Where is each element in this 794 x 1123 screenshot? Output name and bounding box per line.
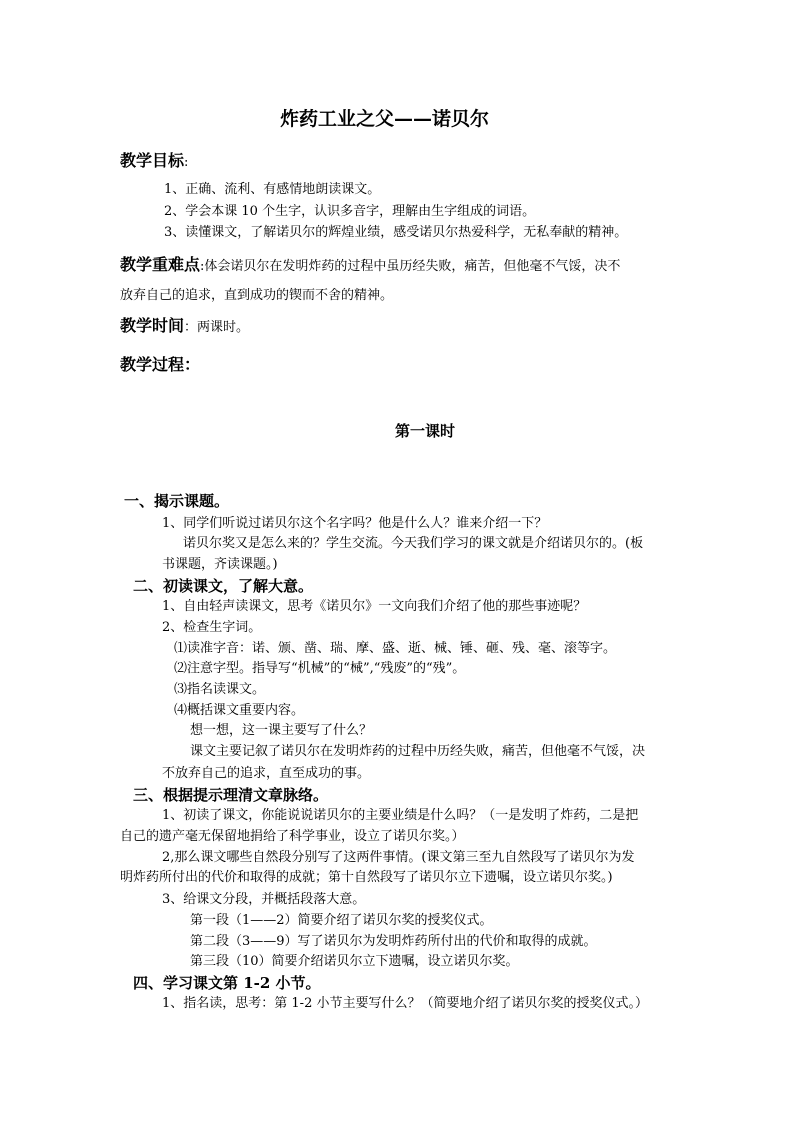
section-1-line-3: 书课题，齐读课题。) <box>162 557 278 572</box>
section-1-line-2: 诺贝尔奖又是怎么来的？学生交流。今天我们学习的课文就是介绍诺贝尔的。(板 <box>183 536 644 551</box>
section-2-line-8: 课文主要记叙了诺贝尔在发明炸药的过程中历经失败，痛苦，但他毫不气馁，决 <box>190 744 646 759</box>
difficulty-colon: : <box>200 259 205 274</box>
section-1-heading: 一、揭示课题。 <box>124 492 230 510</box>
section-2-line-3: ⑴读准字音：诺、颁、凿、瑞、摩、盛、逝、械、锤、砸、残、毫、滚等字。 <box>174 641 617 656</box>
section-3-line-7: 第二段（3——9）写了诺贝尔为发明炸药所付出的代价和取得的成就。 <box>190 934 597 949</box>
lesson-title: 第一课时 <box>395 422 456 440</box>
section-3-line-2: 自己的遗产毫无保留地捐给了科学事业，设立了诺贝尔奖。） <box>120 829 465 844</box>
goal-item-1: 1、正确、流利、有感情地朗读课文。 <box>164 182 381 197</box>
difficulty-heading: 教学重难点 <box>120 255 201 274</box>
goal-item-2: 2、学会本课 10 个生字，认识多音字，理解由生字组成的词语。 <box>164 204 536 219</box>
document-title: 炸药工业之父——诺贝尔 <box>280 108 490 130</box>
goal-item-3: 3、读懂课文，了解诺贝尔的辉煌业绩，感受诺贝尔热爱科学，无私奉献的精神。 <box>164 225 628 240</box>
section-2-heading: 二、初读课文，了解大意。 <box>133 577 314 595</box>
section-2-line-2: 2、检查生字词。 <box>162 620 262 635</box>
section-2-line-1: 1、自由轻声读课文，思考《诺贝尔》一文向我们介绍了他的那些事迹呢？ <box>162 599 587 614</box>
goals-heading: 教学目标 <box>120 151 185 170</box>
time-value: 两课时。 <box>197 320 250 335</box>
section-2-line-6: ⑷概括课文重要内容。 <box>174 703 305 718</box>
section-3-line-4: 明炸药所付出的代价和取得的成就；第十自然段写了诺贝尔立下遗嘱，设立诺贝尔奖。) <box>120 870 613 885</box>
difficulty-line-1 <box>120 254 620 278</box>
difficulty-line-2: 放弃自己的追求，直到成功的锲而不舍的精神。 <box>120 288 394 303</box>
section-3-line-6: 第一段（1——2）简要介绍了诺贝尔奖的授奖仪式。 <box>190 913 493 928</box>
goals-heading-line <box>120 150 188 174</box>
section-2-line-5: ⑶指名读课文。 <box>174 682 266 697</box>
section-3-line-3: 2,那么课文哪些自然段分别写了这两件事情。(课文第三至九自然段写了诺贝尔为发 <box>162 850 635 865</box>
section-3-line-5: 3、给课文分段，并概括段落大意。 <box>162 892 366 907</box>
section-1-line-1: 1、同学们听说过诺贝尔这个名字吗？他是什么人？谁来介绍一下？ <box>162 516 548 531</box>
section-2-line-4: ⑵注意字型。指导写“机械”的“械”,“残废”的“残”。 <box>174 661 466 676</box>
time-line <box>120 315 249 339</box>
goals-colon: : <box>184 155 189 170</box>
section-3-heading: 三、根据提示理清文章脉络。 <box>133 786 329 804</box>
time-colon: ： <box>184 320 198 335</box>
section-4-heading: 四、学习课文第 1-2 小节。 <box>133 974 321 992</box>
process-heading: 教学过程： <box>120 355 201 374</box>
section-3-line-1: 1、初读了课文，你能说说诺贝尔的主要业绩是什么吗？（一是发明了炸药，二是把 <box>162 808 639 823</box>
section-3-line-8: 第三段（10）简要介绍诺贝尔立下遗嘱，设立诺贝尔奖。 <box>190 954 519 969</box>
section-4-line-1: 1、指名读，思考：第 1-2 小节主要写什么？（简要地介绍了诺贝尔奖的授奖仪式。） <box>162 996 648 1011</box>
time-heading: 教学时间 <box>120 316 185 335</box>
difficulty-text-1: 体会诺贝尔在发明炸药的过程中虽历经失败，痛苦，但他毫不气馁，决不 <box>204 259 621 274</box>
section-2-line-7: 想一想，这一课主要写了什么？ <box>190 723 373 738</box>
section-2-line-9: 不放弃自己的追求，直至成功的事。 <box>162 766 371 781</box>
